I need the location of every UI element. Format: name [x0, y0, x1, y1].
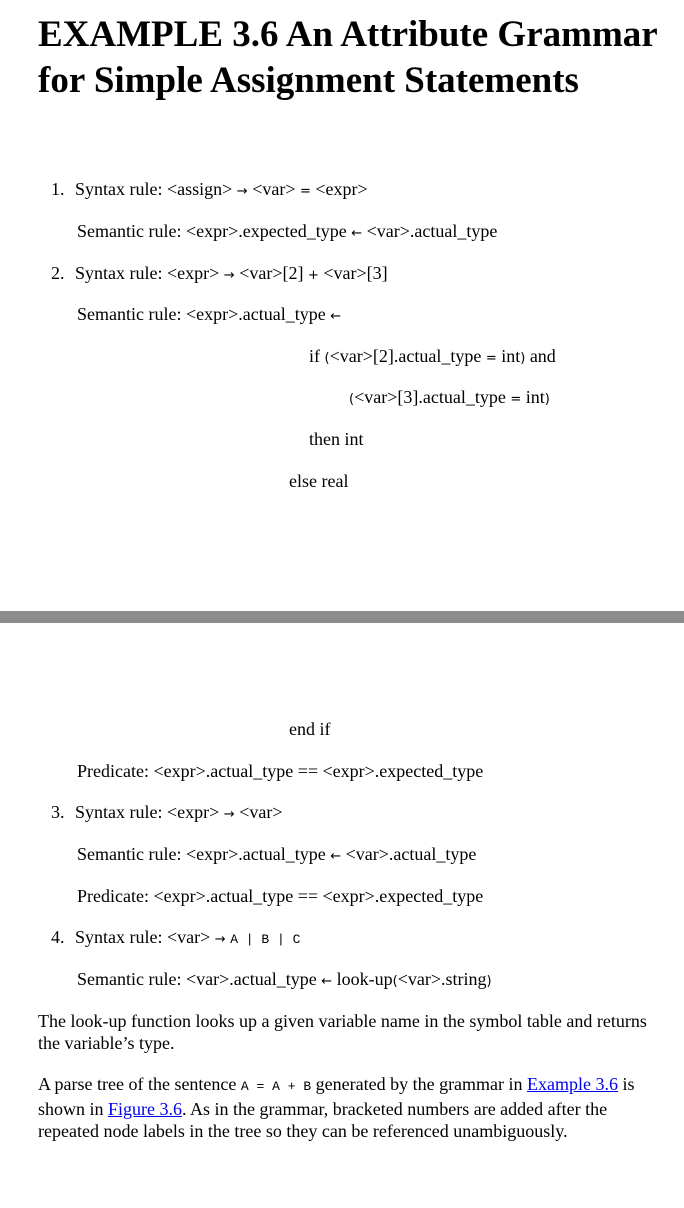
syntax-text: <var> — [252, 179, 296, 199]
semantic-text: Semantic rule: <var>.actual_type — [77, 969, 317, 989]
semantic-text: Semantic rule: <expr>.expected_type — [77, 221, 347, 241]
figure-link[interactable]: Figure 3.6 — [108, 1099, 183, 1119]
paragraph-lookup: The look-up function looks up a given variable name in the symbol table and returns the variable’s type. — [38, 1011, 647, 1053]
close-paren: ) — [520, 351, 526, 366]
condition-value: int — [501, 346, 521, 366]
syntax-text: Syntax rule: <var> — [75, 927, 211, 947]
condition-text: <var>[3].actual_type — [354, 387, 506, 407]
inline-code: A = A + B — [240, 1079, 312, 1094]
rule-1-syntax — [51, 178, 368, 203]
open-paren: ( — [324, 351, 330, 366]
left-arrow-icon: ← — [321, 974, 333, 989]
equals-symbol: = — [485, 351, 497, 366]
syntax-text: <var>[2] — [239, 263, 304, 283]
example-link[interactable]: Example 3.6 — [527, 1074, 619, 1094]
rule-2-semantic — [77, 303, 341, 328]
semantic-text: <var>.string — [397, 969, 487, 989]
rule-2-endif: end if — [289, 719, 331, 739]
condition-value: int — [525, 387, 545, 407]
list-number: 1. — [51, 179, 65, 199]
plus-symbol: + — [307, 268, 319, 283]
syntax-code: A | B | C — [230, 932, 301, 947]
rule-2-then: then int — [309, 429, 364, 449]
rule-4-semantic — [77, 968, 492, 993]
list-number: 3. — [51, 802, 65, 822]
semantic-text: look-up — [336, 969, 393, 989]
rule-4-syntax — [51, 926, 300, 951]
syntax-text: Syntax rule: <assign> — [75, 179, 233, 199]
paragraph-parse-tree — [38, 1073, 648, 1142]
left-arrow-icon: ← — [351, 226, 363, 241]
paragraph-text: . As in the grammar, bracketed numbers are added after the repeated node labels in the tree so they can be referenced unambiguously. — [38, 1099, 608, 1141]
rule-2-syntax — [51, 262, 388, 287]
syntax-text: Syntax rule: <expr> — [75, 263, 220, 283]
rule-3-syntax — [51, 801, 282, 826]
semantic-text: Semantic rule: <expr>.actual_type — [77, 844, 326, 864]
rule-3-semantic — [77, 843, 476, 868]
equals-symbol: = — [510, 392, 522, 407]
close-paren: ) — [544, 392, 550, 407]
condition-text: <var>[2].actual_type — [329, 346, 482, 366]
paragraph-text: generated by the grammar in — [311, 1074, 528, 1094]
right-arrow-icon: → — [236, 184, 248, 199]
semantic-text: <var>.actual_type — [366, 221, 498, 241]
syntax-text: <var>[3] — [323, 263, 388, 283]
semantic-text: <var>.actual_type — [345, 844, 477, 864]
syntax-text: <expr> — [315, 179, 368, 199]
right-arrow-icon: → — [223, 268, 235, 283]
list-number: 4. — [51, 927, 65, 947]
paragraph-text: is shown in — [38, 1074, 635, 1119]
keyword-if: if — [309, 346, 320, 366]
syntax-text: Syntax rule: <expr> — [75, 802, 220, 822]
close-paren: ) — [486, 974, 492, 989]
semantic-text: Semantic rule: <expr>.actual_type — [77, 304, 326, 324]
page-break-divider — [0, 611, 684, 623]
syntax-text: <var> — [239, 802, 283, 822]
left-arrow-icon: ← — [330, 849, 342, 864]
open-paren: ( — [349, 392, 355, 407]
list-number: 2. — [51, 263, 65, 283]
paragraph-text: A parse tree of the sentence — [38, 1074, 241, 1094]
keyword-and: and — [529, 346, 556, 366]
rule-2-condition-2 — [349, 386, 550, 411]
rule-2-else: else real — [289, 471, 349, 491]
right-arrow-icon: → — [223, 807, 235, 822]
left-arrow-icon: ← — [330, 309, 342, 324]
rule-1-semantic — [77, 220, 497, 245]
rule-2-predicate: Predicate: <expr>.actual_type == <expr>.expected_type — [77, 761, 484, 781]
rule-3-predicate: Predicate: <expr>.actual_type == <expr>.expected_type — [77, 886, 484, 906]
rule-2-if-line — [309, 345, 556, 370]
equals-symbol: = — [300, 184, 311, 199]
right-arrow-icon: → — [214, 932, 226, 947]
page-title: EXAMPLE 3.6 An Attribute Grammar for Simple Assignment Statements — [38, 14, 658, 101]
open-paren: ( — [392, 974, 398, 989]
